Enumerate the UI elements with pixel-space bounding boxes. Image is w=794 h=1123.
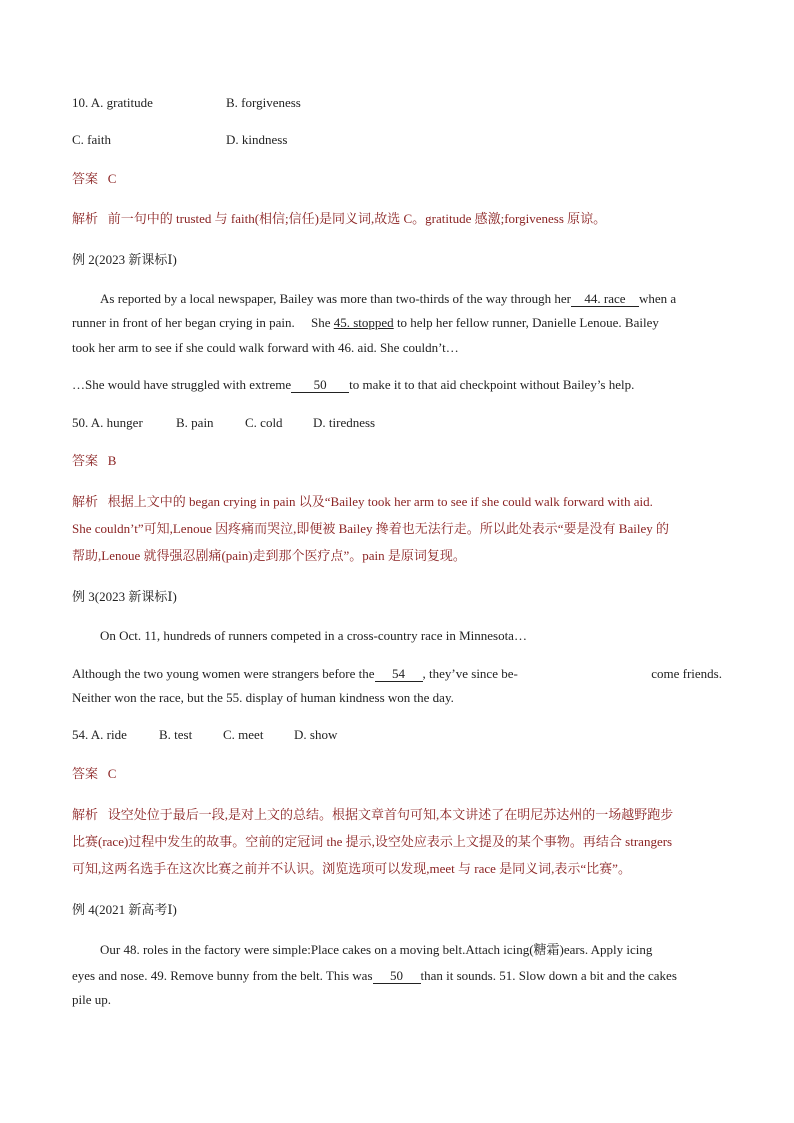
option-a: 54. A. ride	[72, 727, 127, 742]
answer-label: 答案	[72, 766, 99, 781]
passage-line: Our 48. roles in the factory were simple:Place cakes on a moving belt.Attach icing(糖霜)ears. Apply icing	[100, 942, 653, 957]
passage-line: On Oct. 11, hundreds of runners competed in a cross-country race in Minnesota…	[100, 628, 527, 643]
option-c: C. faith	[72, 132, 111, 147]
option-d: D. show	[294, 727, 338, 742]
answer-line	[72, 765, 116, 783]
analysis-line: 解析 设空处位于最后一段,是对上文的总结。根据文章首句可知,本文讲述了在明尼苏达州的一场越野跑步	[72, 807, 674, 822]
passage-line: Neither won the race, but the 55. display of human kindness won the day.	[72, 690, 454, 705]
answer-value: C	[107, 171, 117, 186]
analysis-line: 解析 根据上文中的 began crying in pain 以及“Bailey took her arm to see if she could walk forward with aid.	[72, 494, 653, 509]
blank-50: 50	[373, 968, 421, 984]
analysis-line: 可知,这两名选手在这次比赛之前并不认识。浏览选项可以发现,meet 与 race 是同义词,表示“比赛”。	[72, 861, 631, 876]
answer-value: C	[107, 766, 117, 781]
passage-line: Although the two young women were strangers before the 54 , they’ve since be- come friends.	[72, 666, 722, 681]
option-a: 10. A. gratitude	[72, 95, 153, 110]
answer-line	[72, 170, 116, 188]
passage-line: As reported by a local newspaper, Bailey was more than two-thirds of the way through her 44. race when a	[100, 291, 677, 306]
option-b: B. forgiveness	[226, 95, 301, 110]
option-c: C. cold	[245, 415, 283, 430]
option-d: D. kindness	[226, 132, 288, 147]
blank-50: 50	[291, 377, 349, 393]
passage-line: took her arm to see if she could walk forward with 46. aid. She couldn’t…	[72, 340, 459, 355]
option-a: 50. A. hunger	[72, 415, 143, 430]
passage-line: pile up.	[72, 992, 111, 1007]
example-2-title: 例 2(2023 新课标Ⅰ)	[72, 252, 177, 267]
passage-line: eyes and nose. 49. Remove bunny from the belt. This was 50 than it sounds. 51. Slow down a bit and the cakes	[72, 968, 677, 983]
analysis-line	[72, 210, 606, 228]
answer-value: B	[107, 453, 117, 468]
analysis-label: 解析	[72, 494, 99, 509]
passage-line: runner in front of her began crying in pain. She 45. stopped to help her fellow runner, Danielle Lenoue. Bailey	[72, 315, 659, 330]
answer-line	[72, 452, 116, 470]
option-d: D. tiredness	[313, 415, 376, 430]
blank-54: 54	[375, 666, 423, 682]
analysis-line: She couldn’t”可知,Lenoue 因疼痛而哭泣,即便被 Bailey 搀着也无法行走。所以此处表示“要是没有 Bailey 的	[72, 521, 669, 536]
example-3-title: 例 3(2023 新课标Ⅰ)	[72, 589, 177, 604]
analysis-text: 前一句中的 trusted 与 faith(相信;信任)是同义词,故选 C。gratitude 感激;forgiveness 原谅。	[107, 211, 607, 226]
underlined-45: 45. stopped	[333, 315, 394, 330]
analysis-label: 解析	[72, 211, 99, 226]
option-b: B. test	[159, 727, 193, 742]
answer-label: 答案	[72, 171, 99, 186]
option-c: C. meet	[223, 727, 264, 742]
example-4-title: 例 4(2021 新高考Ⅰ)	[72, 902, 177, 917]
analysis-line: 帮助,Lenoue 就得强忍剧痛(pain)走到那个医疗点”。pain 是原词复现。	[72, 548, 466, 563]
analysis-line: 比赛(race)过程中发生的故事。空前的定冠词 the 提示,设空处应表示上文提及的某个事物。再结合 strangers	[72, 834, 673, 849]
answer-label: 答案	[72, 453, 99, 468]
passage-line: …She would have struggled with extreme 50 to make it to that aid checkpoint without Bailey’s help.	[72, 377, 635, 392]
option-b: B. pain	[176, 415, 214, 430]
analysis-label: 解析	[72, 807, 99, 822]
blank-44: 44. race	[571, 291, 639, 307]
